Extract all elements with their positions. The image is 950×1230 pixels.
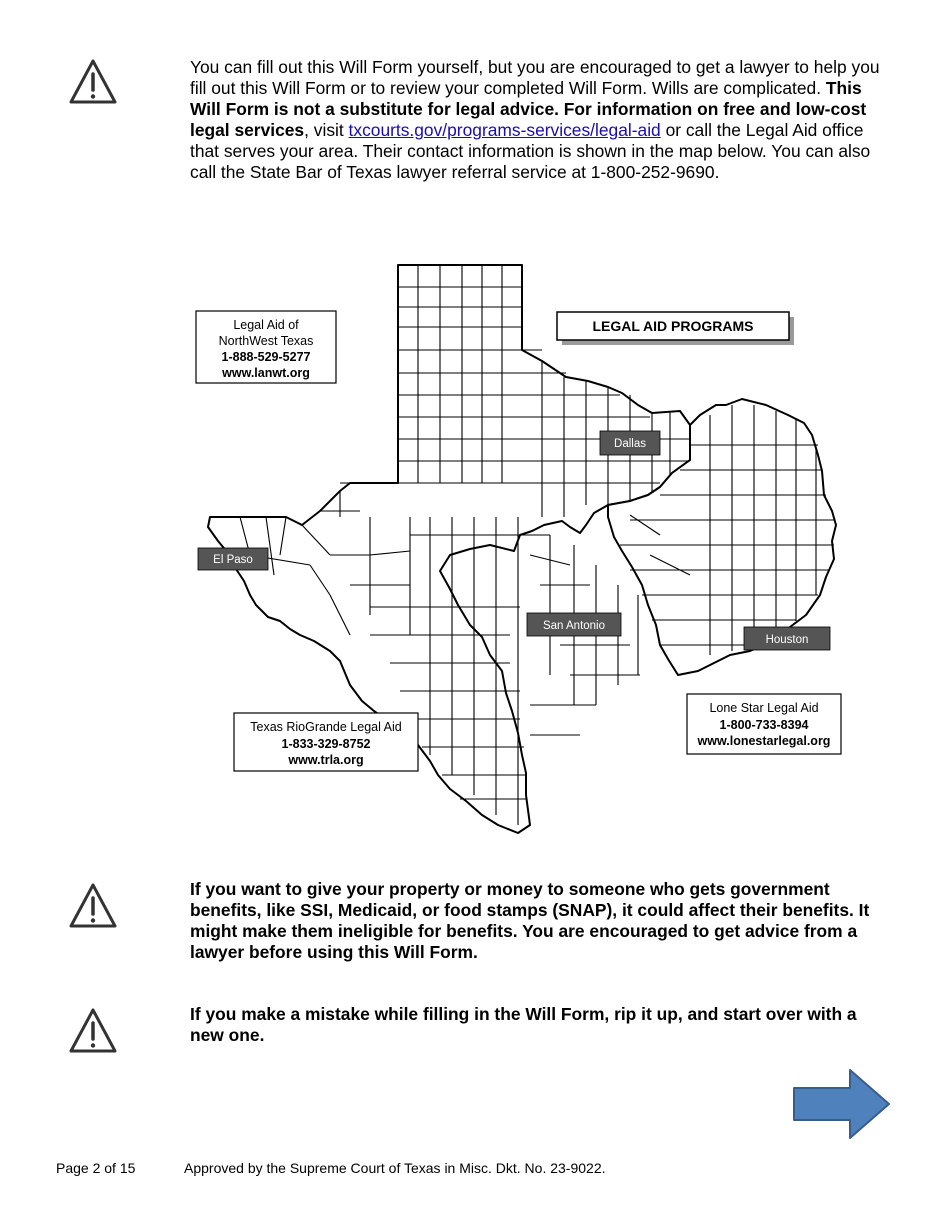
trla-phone: 1-833-329-8752 (281, 737, 371, 751)
lanwt-name-1: Legal Aid of (233, 318, 299, 332)
map-title: LEGAL AID PROGRAMS (592, 318, 754, 334)
approval-footer: Approved by the Supreme Court of Texas in Misc. Dkt. No. 23-9022. (184, 1160, 606, 1176)
city-label-san-antonio (527, 613, 621, 636)
svg-text:Dallas: Dallas (614, 438, 646, 450)
lonestar-phone: 1-800-733-8394 (719, 718, 809, 732)
warning-icon (68, 882, 118, 930)
trla-web: www.trla.org (288, 753, 364, 767)
intro-paragraph: You can fill out this Will Form yourself, but you are encouraged to get a lawyer to help you fill out this Will Form or to review your completed Will Form. Wills are complicated. This Will Form is not a substitute for legal advice. For information on free and low-cost legal services, visit txcourts.gov/programs-services/legal-aid or call the Legal Aid office that serves your area. Their contact information is shown in the map below. You can also call the State Bar of Texas lawyer referral service at 1-800-252-9690. (190, 57, 880, 182)
city-label-houston (744, 627, 830, 650)
texas-legal-aid-map (190, 255, 850, 845)
map-title-box (557, 312, 794, 345)
svg-text:Houston: Houston (765, 634, 809, 646)
lanwt-name-2: NorthWest Texas (218, 334, 314, 348)
government-benefits-warning: If you want to give your property or money to someone who gets government benefits, like SSI, Medicaid, or food stamps (SNAP), it could affect their benefits. It might make them ineligible for benefits. You are encouraged to get advice from a lawyer before using this Will Form. (190, 879, 870, 962)
svg-text:El Paso: El Paso (213, 554, 253, 566)
lonestar-web: www.lonestarlegal.org (697, 734, 831, 748)
city-label-el-paso (198, 548, 268, 570)
lonestar-box (687, 694, 841, 754)
lanwt-phone: 1-888-529-5277 (221, 350, 311, 364)
trla-box (234, 713, 418, 771)
next-page-arrow-icon[interactable] (792, 1068, 892, 1140)
lonestar-name: Lone Star Legal Aid (709, 701, 819, 715)
lanwt-web: www.lanwt.org (222, 366, 310, 380)
legal-aid-link[interactable]: txcourts.gov/programs-services/legal-aid (348, 120, 661, 140)
svg-text:San Antonio: San Antonio (542, 620, 606, 632)
mistake-warning: If you make a mistake while filling in the Will Form, rip it up, and start over with a new one. (190, 1004, 857, 1045)
page-number: Page 2 of 15 (56, 1160, 136, 1176)
warning-icon (68, 58, 118, 106)
city-label-dallas (600, 431, 660, 455)
lanwt-box (196, 311, 336, 383)
trla-name: Texas RioGrande Legal Aid (250, 720, 402, 734)
warning-icon (68, 1007, 118, 1055)
